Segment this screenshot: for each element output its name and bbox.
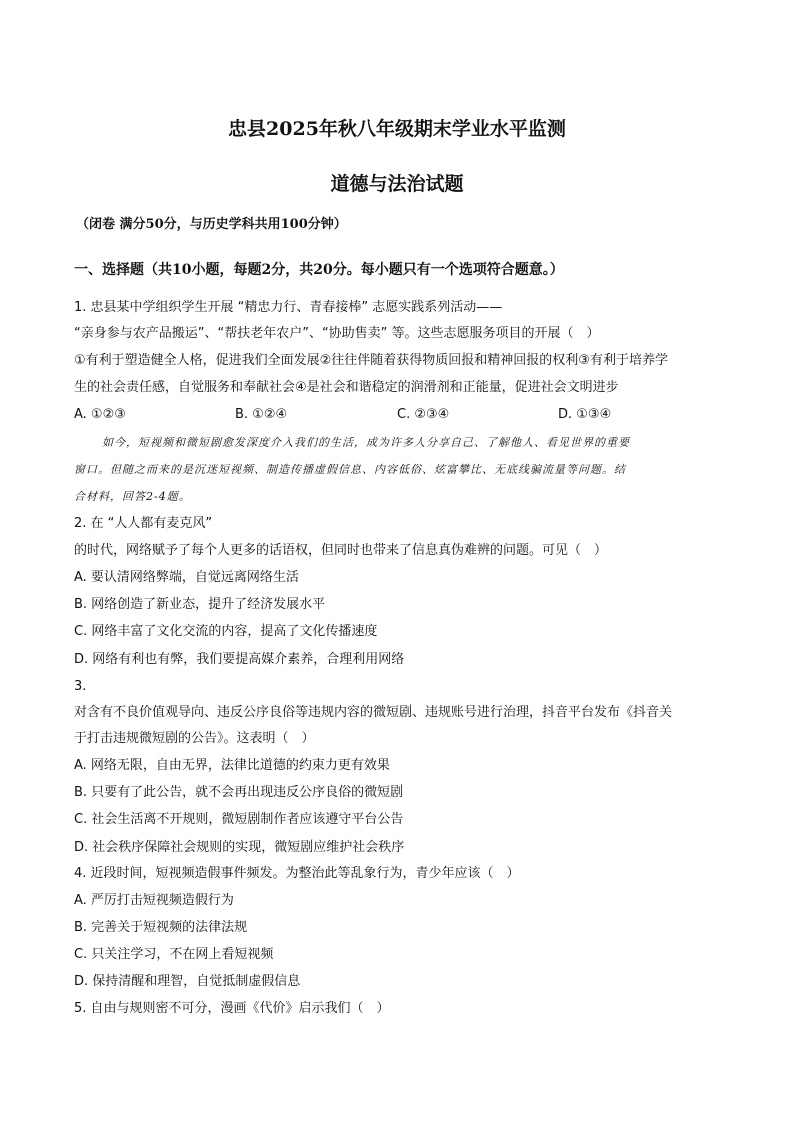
material-line-3: 合材料，回答2-4题。 [74,490,191,503]
q2-option-d: D. 网络有利也有弊，我们要提高媒介素养，合理利用网络 [74,652,405,667]
q2-line-1: 2. 在 “人人都有麦克风” [74,516,213,531]
q1-line-4: 生的社会责任感，自觉服务和奉献社会④是社会和谐稳定的润滑剂和正能量，促进社会文明进步 [74,380,619,395]
material-line-2: 窗口。但随之而来的是沉迷短视频、制造传播虚假信息、内容低俗、炫富攀比、无底线骗流量等问题。结 [74,463,626,476]
exam-note: （闭卷 满分50分，与历史学科共用100分钟） [76,217,347,232]
q1-option-b: B. ①②④ [235,407,288,422]
q3-line-1: 对含有不良价值观导向、违反公序良俗等违规内容的微短剧、违规账号进行治理，抖音平台发布《抖音关 [74,705,673,720]
q2-option-a: A. 要认清网络弊端，自觉远离网络生活 [74,570,299,585]
q2-option-c: C. 网络丰富了文化交流的内容，提高了文化传播速度 [74,624,378,639]
q4-option-b: B. 完善关于短视频的法律法规 [74,920,248,935]
q1-line-3: ①有利于塑造健全人格，促进我们全面发展②往往伴随着获得物质回报和精神回报的权利③有利于培养学 [74,353,668,368]
q4-option-a: A. 严厉打击短视频造假行为 [74,893,234,908]
q3-option-d: D. 社会秩序保障社会规则的实现，微短剧应维护社会秩序 [74,840,405,855]
q2-option-b: B. 网络创造了新业态，提升了经济发展水平 [74,597,326,612]
q3-number: 3. [74,679,87,694]
q3-line-2: 于打击违规微短剧的公告》。这表明（ ） [74,731,315,746]
q5-line-1: 5. 自由与规则密不可分，漫画《代价》启示我们（ ） [74,1001,390,1016]
q4-option-c: C. 只关注学习，不在网上看短视频 [74,947,274,962]
q4-line-1: 4. 近段时间，短视频造假事件频发。为整治此等乱象行为，青少年应该（ ） [74,866,520,881]
material-line-1: 如今，短视频和微短剧愈发深度介入我们的生活，成为许多人分享自己、了解他人、看见世界的重要 [102,436,630,449]
q3-option-c: C. 社会生活离不开规则，微短剧制作者应该遵守平台公告 [74,812,404,827]
q1-line-2: “亲身参与农产品搬运”、“帮扶老年农户”、“协助售卖” 等。这些志愿服务项目的开展（ ） [74,326,600,341]
q1-option-a: A. ①②③ [74,407,126,422]
q1-option-c: C. ②③④ [397,407,450,422]
exam-title: 忠县2025年秋八年级期末学业水平监测 [228,118,566,140]
q1-line-1: 1. 忠县某中学组织学生开展 “精忠力行、青春接棒” 志愿实践系列活动—— [74,300,503,315]
q2-line-2: 的时代，网络赋予了每个人更多的话语权，但同时也带来了信息真伪难辨的问题。可见（ ） [74,543,608,558]
q3-option-b: B. 只要有了此公告，就不会再出现违反公序良俗的微短剧 [74,785,404,800]
q3-option-a: A. 网络无限，自由无界，法律比道德的约束力更有效果 [74,758,390,773]
q1-option-d: D. ①③④ [558,407,612,422]
exam-subtitle: 道德与法治试题 [330,173,464,195]
q4-option-d: D. 保持清醒和理智，自觉抵制虚假信息 [74,974,301,989]
section-heading: 一、选择题（共10小题，每题2分，共20分。每小题只有一个选项符合题意。） [74,262,564,278]
